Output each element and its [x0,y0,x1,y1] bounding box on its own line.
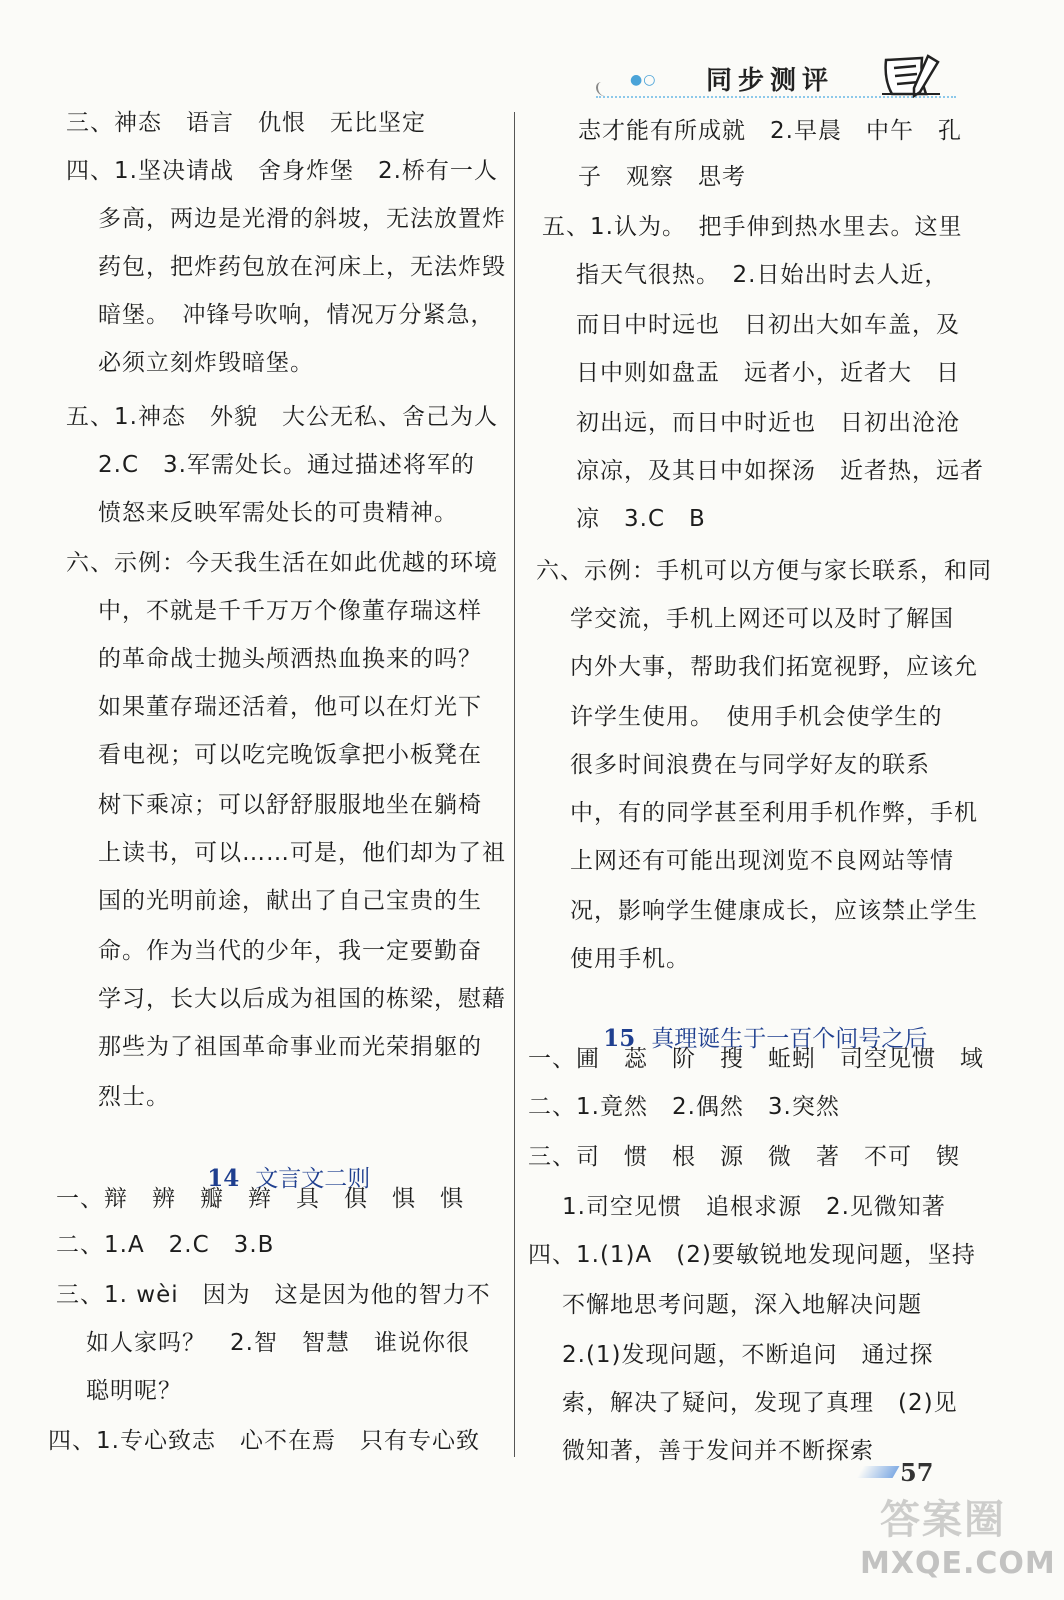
text-line: 2.C 3.军需处长。通过描述将军的 [98,452,475,478]
text-line: 初出远，而日中时近也 日初出沧沧 [576,410,960,436]
text-line: 学交流，手机上网还可以及时了解国 [570,606,954,632]
text-line: 上读书，可以……可是，他们却为了祖 [98,840,506,866]
header-dots: ●○ [630,72,657,88]
section-title: 真理诞生于一百个问号之后 [651,1026,928,1052]
text-line: 药包，把炸药包放在河床上，无法炸毁 [98,254,506,280]
text-line: 不懈地思考问题，深入地解决问题 [562,1292,922,1318]
text-line: 如人家吗？ 2.智 智慧 谁说你很 [86,1330,470,1356]
watermark-logo: 答案圈 [880,1497,1006,1543]
text-line: 索，解决了疑问，发现了真理 (2)见 [562,1390,958,1416]
text-line: 中，不就是千千万万个像董存瑞这样 [98,598,482,624]
text-line: 烈士。 [98,1084,170,1110]
section-title: 文言文二则 [255,1166,371,1192]
text-line: 二、1.A 2.C 3.B [56,1232,275,1258]
text-line: 国的光明前途，献出了自己宝贵的生 [98,888,482,914]
page-title: 同步测评 [706,66,835,96]
text-line: 很多时间浪费在与同学好友的联系 [570,752,930,778]
text-line: 中，有的同学甚至利用手机作弊，手机 [570,800,978,826]
column-divider [514,112,515,1457]
text-line: 如果董存瑞还活着，他可以在灯光下 [98,694,482,720]
text-line: 暗堡。 冲锋号吹响，情况万分紧急， [98,302,495,328]
text-line: 日中则如盘盂 远者小，近者大 日 [576,360,960,386]
text-line: 凉 3.C B [576,506,706,532]
text-line: 四、1.专心致志 心不在焉 只有专心致 [48,1428,480,1454]
text-line: 四、1.(1)A (2)要敏锐地发现问题，坚持 [528,1242,976,1268]
text-line: 上网还有可能出现浏览不良网站等情 [570,848,954,874]
text-line: 六、示例：手机可以方便与家长联系，和同 [536,558,992,584]
text-line: 五、1.认为。 把手伸到热水里去。这里 [542,214,963,240]
page-number-accent [857,1466,900,1478]
text-line: 看电视；可以吃完晚饭拿把小板凳在 [98,742,482,768]
text-line: 必须立刻炸毁暗堡。 [98,350,314,376]
text-line: 使用手机。 [570,946,690,972]
watermark-url: MXQE.COM [860,1546,1056,1581]
text-line: 多高，两边是光滑的斜坡，无法放置炸 [98,206,506,232]
section-number: 14 [207,1165,240,1192]
text-line: 而日中时远也 日初出大如车盖，及 [576,312,960,338]
text-line: 一、辩 辨 瓣 辫 具 俱 惧 惧 [56,1186,464,1212]
text-line: 微知著，善于发问并不断探索 [562,1438,874,1464]
text-line: 凉凉，及其日中如探汤 近者热，远者 [576,458,984,484]
text-line: 四、1.坚决请战 舍身炸堡 2.桥有一人 [66,158,498,184]
text-line: 指天气很热。 2.日始出时去人近， [576,262,949,288]
text-line: 三、神态 语言 仇恨 无比坚定 [66,110,426,136]
text-line: 内外大事，帮助我们拓宽视野，应该允 [570,654,978,680]
text-line: 1.司空见惯 追根求源 2.见微知著 [562,1194,946,1220]
text-line: 六、示例：今天我生活在如此优越的环境 [66,550,498,576]
text-line: 聪明呢？ [86,1378,182,1404]
text-line: 学习，长大以后成为祖国的栋梁，慰藉 [98,986,506,1012]
text-line: 三、司 惯 根 源 微 著 不可 锲 [528,1144,960,1170]
text-line: 五、1.神态 外貌 大公无私、舍己为人 [66,404,498,430]
notebook-pencil-icon [880,52,946,98]
text-line: 2.(1)发现问题，不断追问 通过探 [562,1342,934,1368]
page-number: 57 [900,1458,934,1487]
text-line: 命。作为当代的少年，我一定要勤奋 [98,938,482,964]
text-line: 志才能有所成就 2.早晨 中午 孔 [578,118,962,144]
text-line: 三、1. wèi 因为 这是因为他的智力不 [56,1282,491,1308]
text-line: 二、1.竟然 2.偶然 3.突然 [528,1094,840,1120]
page-header [596,52,966,100]
text-line: 一、圃 蕊 阶 搜 蚯蚓 司空见惯 域 [528,1046,984,1072]
page-footer [860,1458,1060,1593]
text-line: 况，影响学生健康成长，应该禁止学生 [570,898,978,924]
header-swoosh [596,82,608,96]
text-line: 许学生使用。 使用手机会使学生的 [570,704,943,730]
section-number: 15 [603,1025,636,1052]
text-line: 树下乘凉；可以舒舒服服地坐在躺椅 [98,792,482,818]
text-line: 那些为了祖国革命事业而光荣捐躯的 [98,1034,482,1060]
text-line: 的革命战士抛头颅洒热血换来的吗？ [98,646,482,672]
text-line: 子 观察 思考 [578,164,746,190]
text-line: 愤怒来反映军需处长的可贵精神。 [98,500,458,526]
